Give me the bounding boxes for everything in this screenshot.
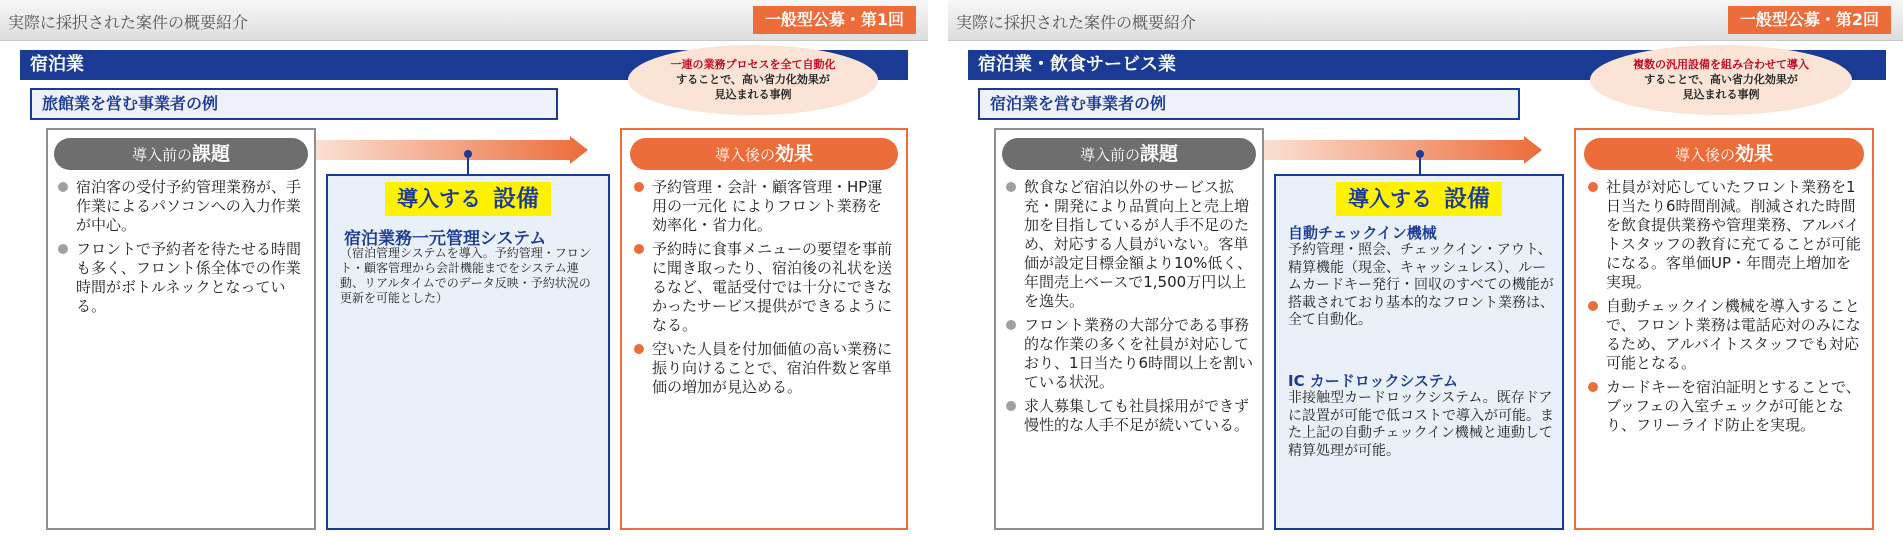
summary-callout	[628, 45, 878, 115]
after-panel	[620, 128, 908, 530]
after-title: 導入後の効果	[1584, 138, 1864, 170]
list-item: 予約時に食事メニューの要望を事前に聞き取ったり、宿泊後の礼状を送るなど、電話受付では十分にできなかったサービス提供ができるようになる。	[634, 240, 896, 335]
equipment-panel	[326, 174, 610, 530]
equipment-title: 導入する 設備	[1276, 182, 1562, 216]
system-description: （宿泊管理システムを導入。予約管理・フロント・顧客管理から会計機能までをシステム連動、リアルタイムでのデータ反映・予約状況の更新を可能とした）	[340, 246, 591, 305]
header-title: 実際に採択された案件の概要紹介	[8, 13, 249, 32]
callout-line-1: 一連の業務プロセスを全て自動化	[670, 58, 836, 71]
equipment-title: 導入する 設備	[328, 182, 608, 216]
before-list	[58, 178, 308, 321]
system-2-name: IC カードロックシステム	[1288, 372, 1459, 390]
after-list	[1588, 178, 1862, 440]
slide-round-1	[0, 0, 928, 537]
list-item: 求人募集しても社員採用ができず慢性的な人手不足が続いている。	[1006, 397, 1256, 435]
callout-line-1: 複数の汎用設備を組み合わせて導入	[1633, 58, 1809, 71]
slide-header	[0, 0, 928, 41]
round-badge: 一般型公募・第2回	[1728, 6, 1891, 34]
industry-bar: 宿泊業・飲食サービス業	[968, 50, 1886, 80]
after-title: 導入後の効果	[630, 138, 898, 170]
system-2-description: 非接触型カードロックシステム。既存ドアに設置が可能で低コストで導入が可能。また上記の自動チェックイン機械と連動して精算処理が可能。	[1288, 390, 1554, 459]
list-item: カードキーを宿泊証明とすることで、ブッフェの入室チェックが可能となり、フリーライド防止を実現。	[1588, 378, 1862, 435]
after-panel	[1574, 128, 1874, 530]
callout-line-2: することで、高い省力化効果が	[676, 73, 830, 86]
list-item: 空いた人員を付加価値の高い業務に振り向けることで、宿泊件数と客単価の増加が見込める。	[634, 340, 896, 397]
system-1-description: 予約管理・照会、チェックイン・アウト、精算機能（現金、キャッシュレス）、ルームカードキー発行・回収のすべての機能が搭載されており基本的なフロント業務は、全て自動化。	[1288, 242, 1554, 328]
flow-arrow	[1264, 136, 1542, 164]
callout-line-3: 見込まれる事例	[714, 88, 792, 101]
round-badge: 一般型公募・第1回	[753, 6, 916, 34]
list-item: 宿泊客の受付予約管理業務が、手作業によるパソコンへの入力作業が中心。	[58, 178, 308, 235]
before-panel	[994, 128, 1264, 530]
connector-dot	[464, 150, 472, 158]
system-1-name: 自動チェックイン機械	[1288, 224, 1437, 242]
callout-line-3: 見込まれる事例	[1682, 88, 1760, 101]
slide-round-2	[948, 0, 1903, 537]
list-item: 飲食など宿泊以外のサービス拡充・開発により品質向上と売上増加を目指しているが人手不足のため、対応する人員がいない。客単価が設定目標金額より10%低く、年間売上ベースで1,500万円以上を逸失。	[1006, 178, 1256, 311]
after-list	[634, 178, 896, 402]
before-title: 導入前の課題	[54, 138, 308, 170]
industry-bar: 宿泊業	[20, 50, 908, 80]
list-item: 社員が対応していたフロント業務を1日当たり6時間削減。削減された時間を飲食提供業務や管理業務、アルバイトスタッフの教育に充てることが可能になる。客単価UP・年間売上増加を実現。	[1588, 178, 1862, 292]
system-name: 宿泊業務一元管理システム	[344, 229, 547, 249]
example-label: 宿泊業を営む事業者の例	[978, 88, 1520, 120]
before-panel	[46, 128, 316, 530]
equipment-panel	[1274, 174, 1564, 530]
flow-arrow	[316, 136, 588, 164]
before-list	[1006, 178, 1256, 440]
connector-dot	[1416, 150, 1424, 158]
callout-line-2: することで、高い省力化効果が	[1644, 73, 1798, 86]
list-item: 自動チェックイン機械を導入することで、フロント業務は電話応対のみになるため、アルバイトスタッフでも対応可能となる。	[1588, 297, 1862, 373]
slide-header	[948, 0, 1903, 41]
list-item: フロントで予約者を待たせる時間も多く、フロント係全体での作業時間がボトルネックとなっている。	[58, 240, 308, 316]
list-item: フロント業務の大部分である事務的な作業の多くを社員が対応しており、1日当たり6時間以上を割いている状況。	[1006, 316, 1256, 392]
list-item: 予約管理・会計・顧客管理・HP運用の一元化 によりフロント業務を効率化・省力化。	[634, 178, 896, 235]
example-label: 旅館業を営む事業者の例	[30, 88, 558, 120]
header-title: 実際に採択された案件の概要紹介	[956, 13, 1197, 32]
before-title: 導入前の課題	[1002, 138, 1256, 170]
summary-callout	[1590, 45, 1852, 115]
